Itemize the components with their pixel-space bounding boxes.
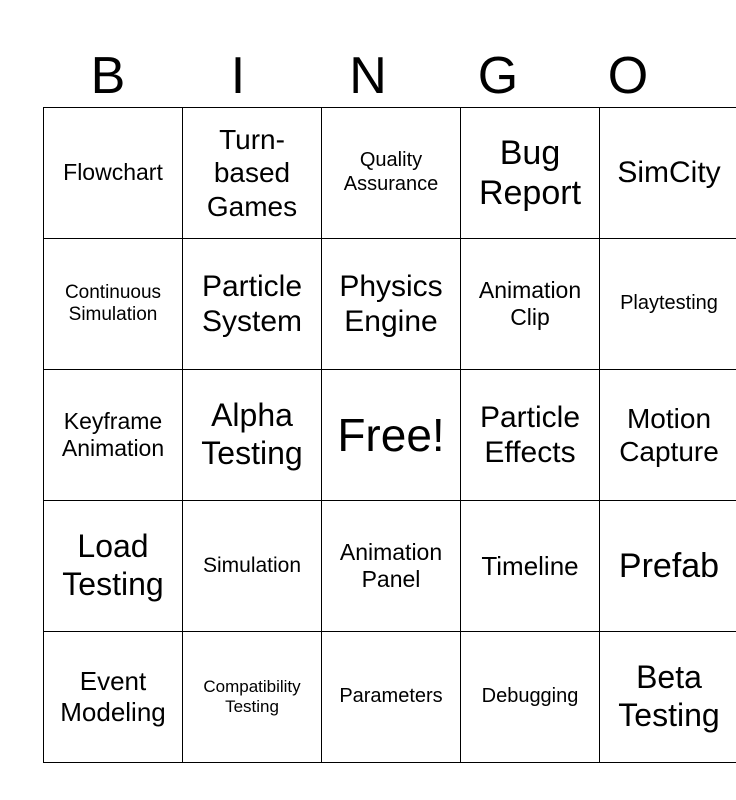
bingo-cell[interactable]: Debugging — [461, 632, 600, 763]
bingo-cell[interactable]: Compatibility Testing — [183, 632, 322, 763]
header-letter-o: O — [607, 47, 649, 105]
header-letter-i: I — [230, 47, 246, 105]
bingo-cell[interactable]: Playtesting — [600, 239, 736, 370]
bingo-cell[interactable]: Beta Testing — [600, 632, 736, 763]
header-letter-g: G — [477, 47, 519, 105]
bingo-cell[interactable]: Timeline — [461, 501, 600, 632]
bingo-cell[interactable]: Animation Panel — [322, 501, 461, 632]
board-row — [44, 108, 736, 239]
bingo-cell[interactable]: Load Testing — [44, 501, 183, 632]
bingo-cell[interactable]: Event Modeling — [44, 632, 183, 763]
bingo-cell[interactable]: Particle Effects — [461, 370, 600, 501]
bingo-cell[interactable]: Prefab — [600, 501, 736, 632]
bingo-cell[interactable]: Turn-based Games — [183, 108, 322, 239]
bingo-cell[interactable]: Continuous Simulation — [44, 239, 183, 370]
bingo-cell[interactable]: Bug Report — [461, 108, 600, 239]
bingo-cell[interactable]: Physics Engine — [322, 239, 461, 370]
bingo-cell[interactable]: SimCity — [600, 108, 736, 239]
board-row — [44, 501, 736, 632]
bingo-cell[interactable]: Keyframe Animation — [44, 370, 183, 501]
bingo-cell[interactable]: Motion Capture — [600, 370, 736, 501]
bingo-cell[interactable]: Animation Clip — [461, 239, 600, 370]
bingo-cell[interactable]: Particle System — [183, 239, 322, 370]
bingo-cell[interactable]: Flowchart — [44, 108, 183, 239]
bingo-header — [43, 45, 693, 107]
board-row — [44, 370, 736, 501]
board-row — [44, 239, 736, 370]
bingo-cell[interactable]: Simulation — [183, 501, 322, 632]
bingo-cell[interactable]: Parameters — [322, 632, 461, 763]
bingo-cell[interactable]: Alpha Testing — [183, 370, 322, 501]
bingo-cell[interactable]: Quality Assurance — [322, 108, 461, 239]
header-letter-b: B — [90, 47, 126, 105]
free-space-cell[interactable]: Free! — [322, 370, 461, 501]
bingo-board — [43, 107, 736, 763]
header-letter-n: N — [349, 47, 387, 105]
board-row — [44, 632, 736, 763]
